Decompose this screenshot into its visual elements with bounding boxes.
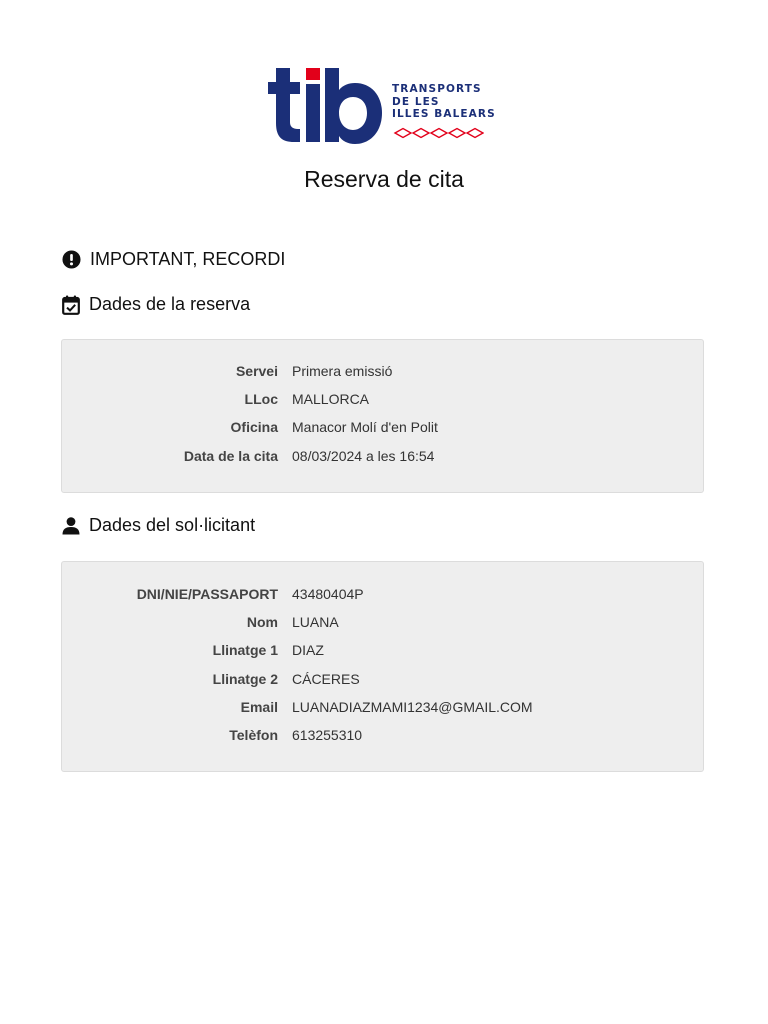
info-row-lloc	[62, 385, 703, 413]
info-row-oficina	[62, 413, 703, 441]
info-row-data-cita	[62, 442, 703, 470]
reserva-details-box	[61, 339, 704, 493]
info-value: MALLORCA	[292, 391, 370, 408]
logo-line-2: DE LES	[392, 95, 440, 108]
logo-wordmark	[392, 83, 496, 121]
info-row-email	[62, 693, 703, 721]
info-value: Primera emissió	[292, 363, 393, 380]
info-label: Servei	[235, 363, 278, 380]
info-label: Data de la cita	[183, 447, 278, 464]
info-label: DNI/NIE/PASSAPORT	[136, 586, 278, 603]
important-heading	[61, 249, 285, 270]
logo-line-1: TRANSPORTS	[392, 83, 482, 95]
info-row-llinatge-2	[62, 665, 703, 693]
info-row-dni	[62, 580, 703, 608]
info-label: LLoc	[244, 391, 278, 408]
solicitant-label: Dades del sol·licitant	[89, 515, 256, 535]
info-label: Telèfon	[229, 727, 278, 744]
info-value: CÁCERES	[292, 670, 360, 687]
info-label: Email	[240, 698, 278, 715]
info-value: LUANA	[292, 614, 339, 631]
user-icon	[61, 516, 81, 536]
info-row-nom	[62, 608, 703, 636]
info-row-servei	[62, 357, 703, 385]
info-value: 08/03/2024 a les 16:54	[292, 447, 435, 464]
important-label: IMPORTANT, RECORDI	[90, 249, 286, 269]
logo-diamonds	[392, 127, 484, 139]
info-row-telefon	[62, 721, 703, 749]
info-label: Oficina	[230, 419, 278, 436]
info-value: 613255310	[292, 727, 363, 744]
info-label: Llinatge 2	[212, 670, 278, 687]
solicitant-heading	[61, 515, 255, 536]
exclamation-circle-icon	[61, 250, 81, 270]
calendar-check-icon	[61, 295, 81, 315]
info-value: Manacor Molí d'en Polit	[292, 419, 438, 436]
info-label: Nom	[246, 614, 278, 631]
info-value: DIAZ	[292, 642, 324, 659]
tib-logo	[268, 66, 500, 144]
tib-logo-mark	[268, 66, 386, 144]
info-value: LUANADIAZMAMI1234@GMAIL.COM	[292, 698, 533, 715]
page-title: Reserva de cita	[304, 166, 464, 192]
reserva-heading	[61, 294, 250, 315]
info-value: 43480404P	[292, 586, 364, 603]
logo-line-3: ILLES BALEARS	[392, 108, 496, 120]
reserva-label: Dades de la reserva	[89, 294, 251, 314]
info-row-llinatge-1	[62, 636, 703, 664]
solicitant-details-box	[61, 561, 704, 772]
info-label: Llinatge 1	[212, 642, 278, 659]
